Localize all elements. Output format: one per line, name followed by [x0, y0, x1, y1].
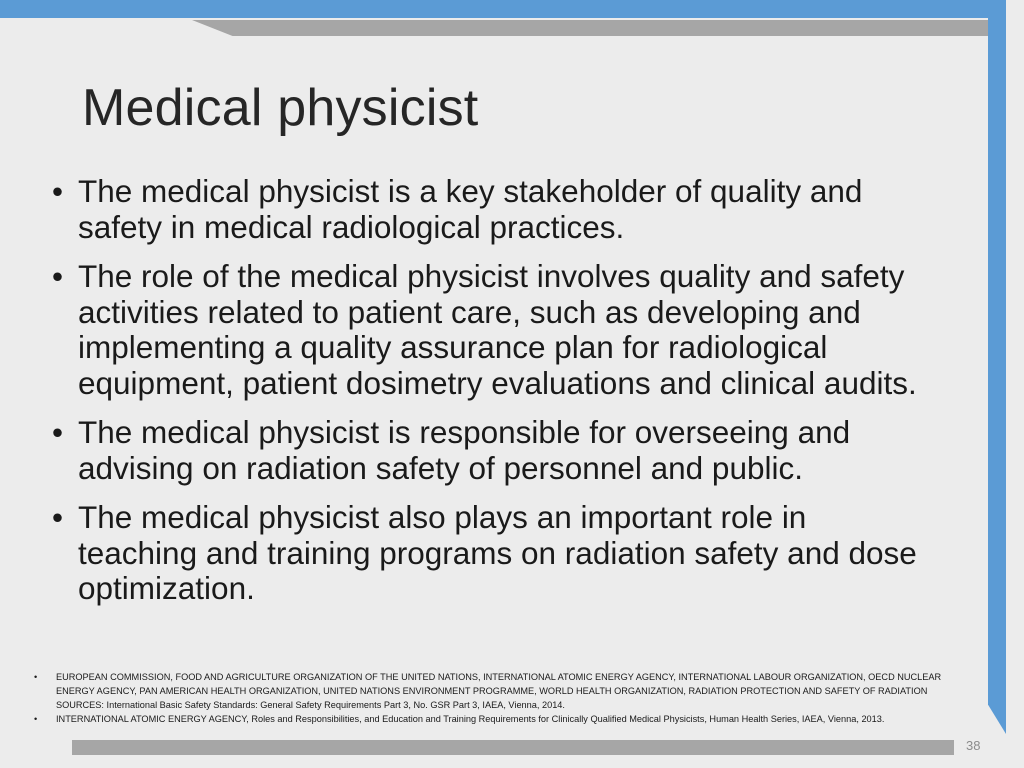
slide-title: Medical physicist: [82, 79, 479, 137]
reference-item: [34, 670, 974, 712]
reference-list: [34, 670, 974, 726]
bullet-dot-icon: •: [52, 499, 64, 535]
bullet-item: [52, 259, 932, 401]
reference-item: [34, 712, 974, 726]
bullet-item: [52, 174, 932, 245]
right-blue-bar: [988, 0, 1006, 734]
reference-text: EUROPEAN COMMISSION, FOOD AND AGRICULTURE ORGANIZATION OF THE UNITED NATIONS, INTERNATIONAL ATOMIC ENERGY AGENCY, INTERNATIONAL LABOUR ORGANIZATION, OECD NUCLEAR ENERGY AGENCY, PAN AMERICAN HEALTH ORGANIZATION, UNITED NATIONS ENVIRONMENT PROGRAMME, WORLD HEALTH ORGANIZATION, RADIATION PROTECTION AND SAFETY OF RADIATION SOURCES: International Basic Safety Standards: General Safety Requirements Part 3, No. GSR Part 3, IAEA, Vienna, 2014.: [56, 672, 942, 710]
bullet-list: [52, 174, 932, 621]
bullet-text: The medical physicist also plays an important role in teaching and training programs on radiation safety and dose optimization.: [78, 499, 917, 606]
bullet-dot-icon: •: [52, 414, 64, 450]
top-blue-bar: [0, 0, 1006, 18]
bottom-gray-bar: [72, 740, 954, 755]
bullet-dot-icon: •: [52, 173, 64, 209]
bullet-text: The medical physicist is a key stakeholder of quality and safety in medical radiological practices.: [78, 173, 863, 245]
top-gray-bar: [192, 20, 1002, 36]
bullet-text: The medical physicist is responsible for overseeing and advising on radiation safety of personnel and public.: [78, 414, 851, 486]
reference-text: INTERNATIONAL ATOMIC ENERGY AGENCY, Roles and Responsibilities, and Education and Training Requirements for Clinically Qualified Medical Physicists, Human Health Series, IAEA, Vienna, 2013.: [56, 714, 885, 724]
bullet-dot-icon: •: [52, 258, 64, 294]
bullet-item: [52, 500, 932, 607]
bullet-text: The role of the medical physicist involves quality and safety activities related to patient care, such as developing and implementing a quality assurance plan for radiological equipment, patient dosimetry evaluations and clinical audits.: [78, 258, 917, 401]
page-number: 38: [966, 738, 981, 753]
reference-dot-icon: •: [34, 672, 38, 682]
bullet-item: [52, 415, 932, 486]
reference-dot-icon: •: [34, 714, 38, 724]
